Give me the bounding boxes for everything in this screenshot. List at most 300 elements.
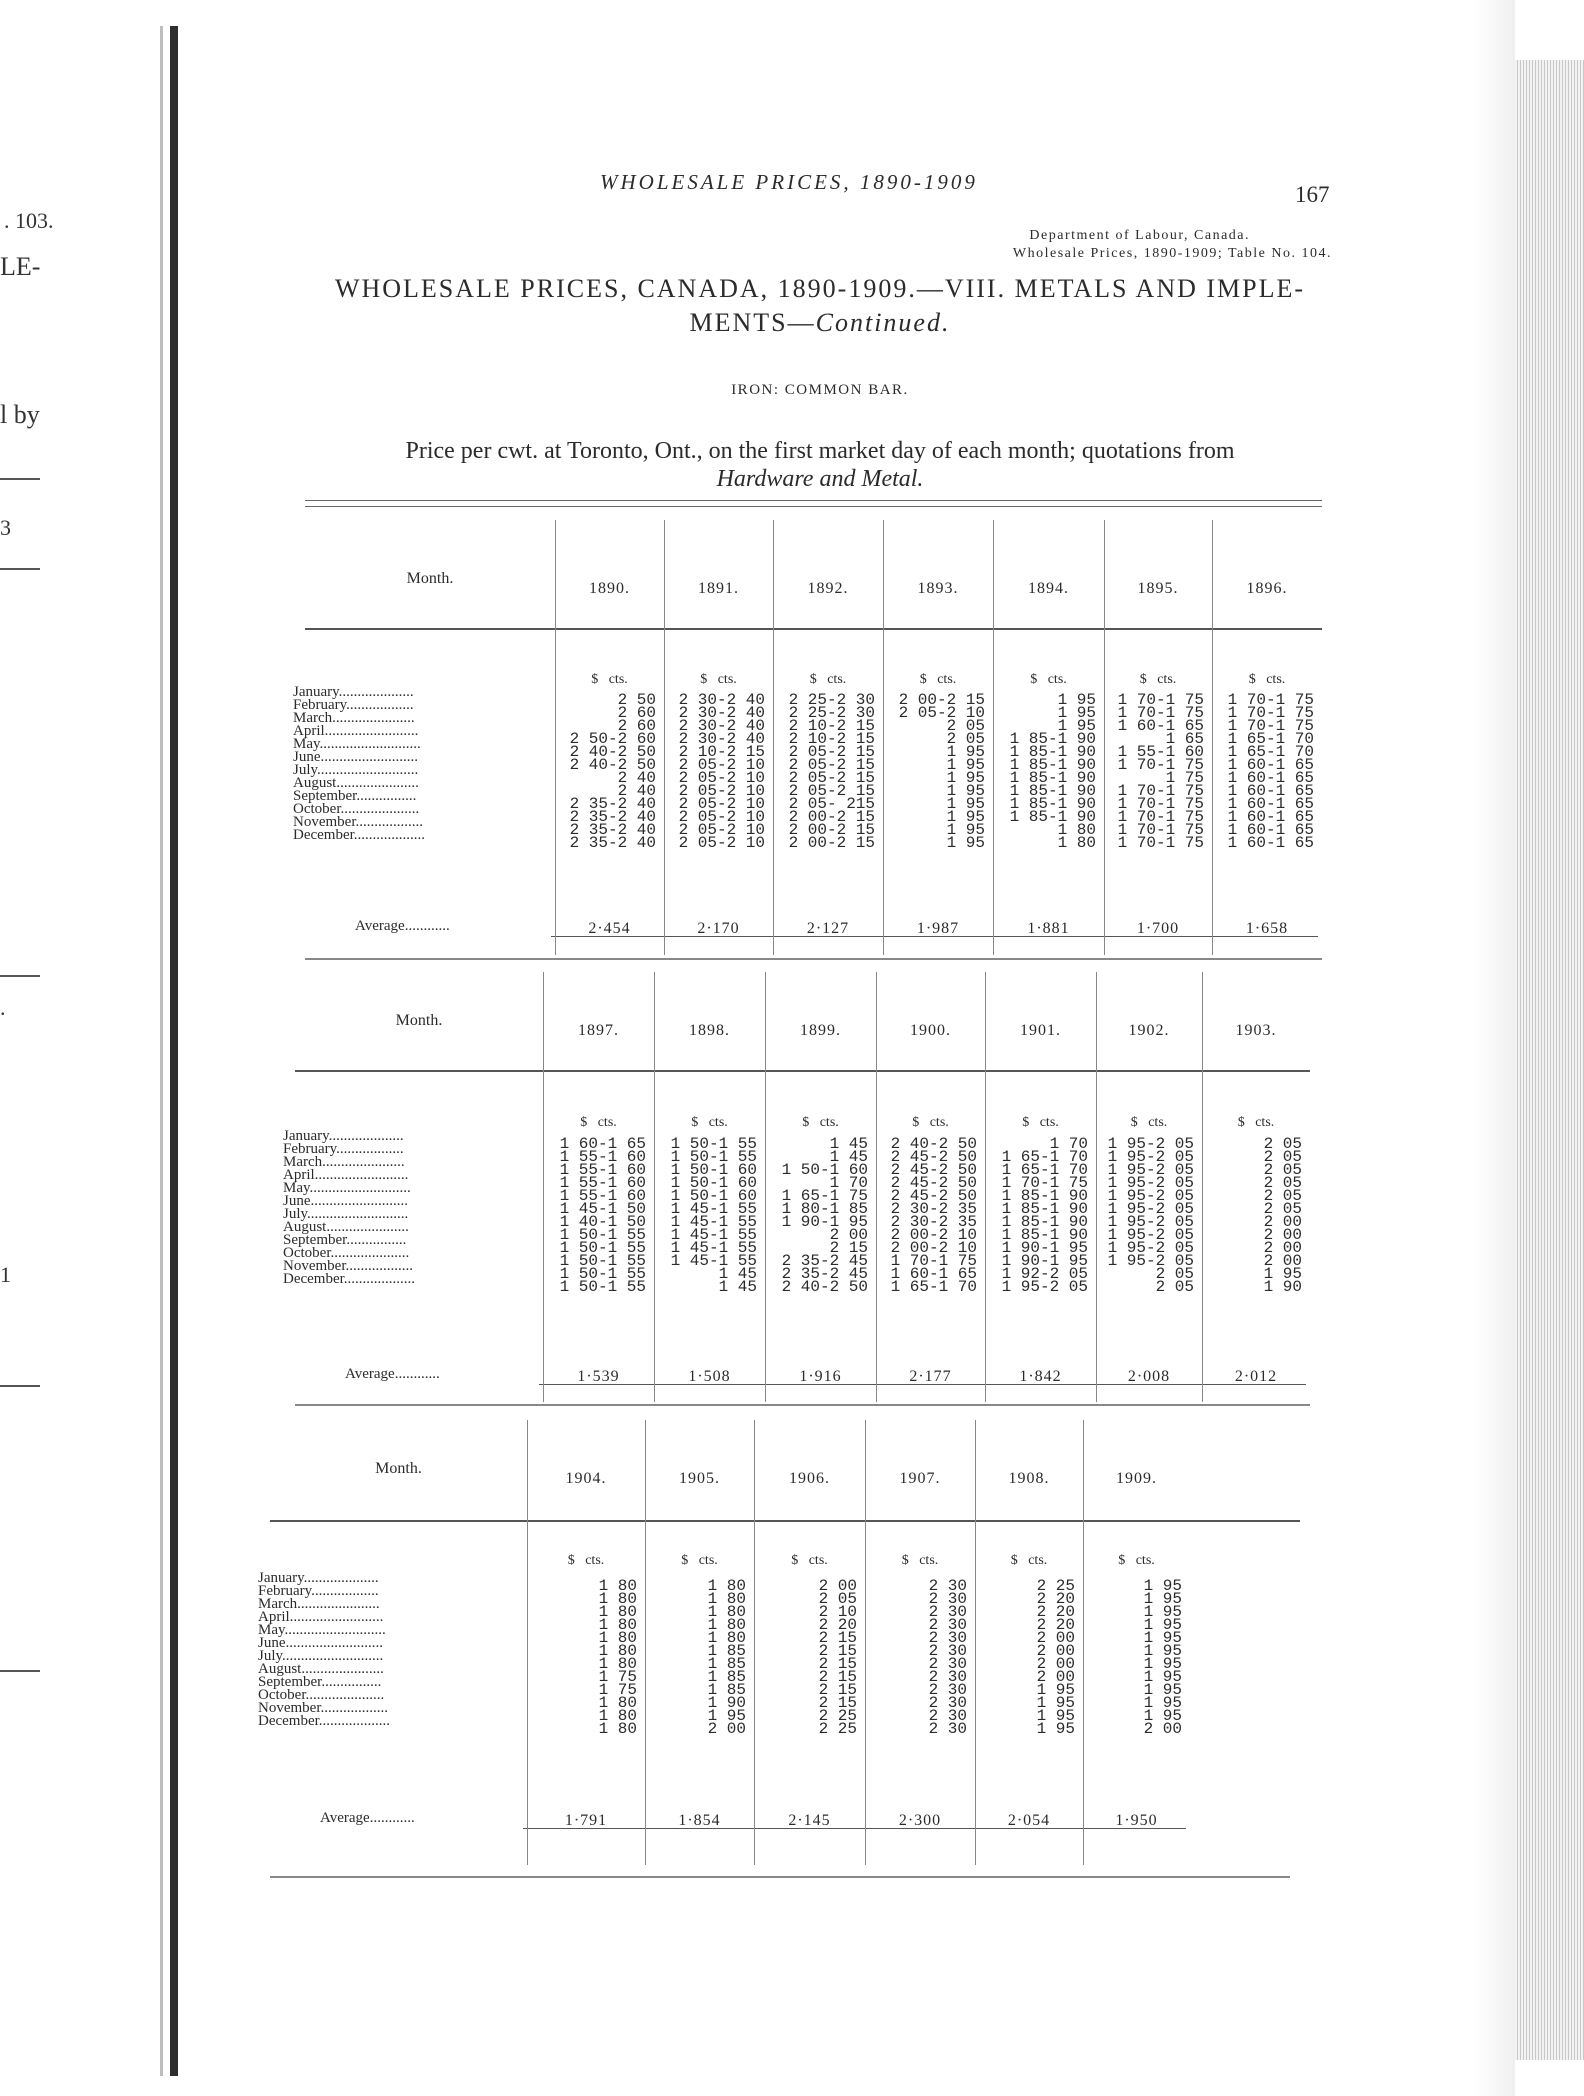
price-cell: 1 65-1 70 bbox=[890, 1278, 977, 1296]
price-cell: 2 25-2 30 bbox=[788, 691, 875, 709]
price-cell: 1 95 bbox=[1036, 1720, 1075, 1738]
price-cell: 1 92-2 05 bbox=[1001, 1265, 1088, 1283]
price-cell: 2 20 bbox=[818, 1616, 857, 1634]
month-labels bbox=[293, 686, 535, 842]
table-bottom-rule bbox=[305, 958, 1322, 960]
left-page-fragment: 3 bbox=[0, 515, 11, 540]
unit-label: $ cts. bbox=[567, 1553, 605, 1568]
description-line2: Hardware and Metal. bbox=[716, 466, 924, 492]
price-cell: 1 95 bbox=[1143, 1655, 1182, 1673]
price-cell: 2 05-2 10 bbox=[678, 782, 765, 800]
price-cell: 1 95 bbox=[946, 743, 985, 761]
price-cell: 2 25 bbox=[818, 1707, 857, 1725]
price-cell: 2 30-2 40 bbox=[678, 730, 765, 748]
price-cell: 2 00-2 10 bbox=[890, 1226, 977, 1244]
month-column-header: Month. bbox=[395, 1012, 443, 1029]
price-cell: 1 60-1 65 bbox=[1227, 808, 1314, 826]
price-cell: 1 80 bbox=[707, 1616, 746, 1634]
price-cell: 1 80 bbox=[598, 1655, 637, 1673]
price-cell: 2 30 bbox=[928, 1694, 967, 1712]
header-rule bbox=[270, 1520, 1300, 1522]
unit-label: $ cts. bbox=[912, 1115, 949, 1130]
month-label: October..................... bbox=[283, 1247, 410, 1260]
month-label: March...................... bbox=[293, 712, 415, 725]
price-cell: 2 10-2 15 bbox=[788, 730, 875, 748]
price-cell: 1 85-1 90 bbox=[1009, 743, 1096, 761]
price-cell: 2 05 bbox=[1155, 1265, 1194, 1283]
price-cell: 2 35-2 45 bbox=[781, 1265, 868, 1283]
price-cell: 1 85-1 90 bbox=[1009, 808, 1096, 826]
month-labels bbox=[258, 1572, 507, 1728]
price-cell: 2 05 bbox=[1263, 1161, 1302, 1179]
price-cell: 1 45 bbox=[718, 1278, 757, 1296]
average-value: 1·791 bbox=[564, 1812, 608, 1829]
price-cell: 2 25 bbox=[818, 1720, 857, 1738]
price-cell: 2 05-2 15 bbox=[788, 782, 875, 800]
price-cell: 1 45-1 55 bbox=[670, 1213, 757, 1231]
unit-label: $ cts. bbox=[1139, 672, 1177, 687]
price-cell: 2 05- 215 bbox=[788, 795, 875, 813]
price-cell: 1 75 bbox=[598, 1681, 637, 1699]
price-cell: 2 05-2 15 bbox=[788, 743, 875, 761]
price-cell: 2 35-2 45 bbox=[781, 1252, 868, 1270]
month-label: April......................... bbox=[283, 1169, 409, 1182]
page-stack-edges bbox=[1515, 60, 1584, 2060]
price-cell: 1 45 bbox=[718, 1265, 757, 1283]
price-cell: 1 80 bbox=[1057, 834, 1096, 852]
price-cell: 2 05-2 10 bbox=[678, 821, 765, 839]
month-label: December................... bbox=[258, 1715, 391, 1728]
price-cell: 2 25-2 30 bbox=[788, 704, 875, 722]
table-top-rule bbox=[305, 500, 1322, 507]
price-cell: 1 85-1 90 bbox=[1009, 756, 1096, 774]
price-cell: 2 05 bbox=[946, 717, 985, 735]
table-bottom-rule bbox=[270, 1876, 1290, 1878]
price-cell: 1 70-1 75 bbox=[1117, 808, 1204, 826]
price-cell: 2 00-2 10 bbox=[890, 1239, 977, 1257]
unit-label: $ cts. bbox=[691, 1115, 728, 1130]
price-cell: 1 95 bbox=[1143, 1681, 1182, 1699]
price-cell: 1 90-1 95 bbox=[1001, 1252, 1088, 1270]
unit-label: $ cts. bbox=[1022, 1115, 1059, 1130]
page-edge-shade bbox=[1475, 0, 1515, 2096]
month-label: September................ bbox=[258, 1676, 382, 1689]
price-column bbox=[883, 691, 985, 852]
year-header: 1895. bbox=[1137, 580, 1179, 597]
price-column bbox=[754, 1577, 857, 1738]
price-cell: 1 70-1 75 bbox=[1001, 1174, 1088, 1192]
price-cell: 2 00-2 15 bbox=[788, 821, 875, 839]
price-cell: 2 45-2 50 bbox=[890, 1148, 977, 1166]
month-label: June.......................... bbox=[258, 1637, 383, 1650]
price-column bbox=[664, 691, 765, 852]
average-value: 2·054 bbox=[1007, 1812, 1051, 1829]
title-continued: Continued. bbox=[815, 308, 951, 337]
price-cell: 1 60-1 65 bbox=[1227, 782, 1314, 800]
month-label: January.................... bbox=[258, 1572, 379, 1585]
month-label: August...................... bbox=[293, 777, 419, 790]
unit-label: $ cts. bbox=[681, 1553, 718, 1568]
price-cell: 2 30-2 35 bbox=[890, 1200, 977, 1218]
price-cell: 1 50-1 60 bbox=[670, 1187, 757, 1205]
average-value: 1·539 bbox=[577, 1368, 620, 1385]
price-cell: 2 30 bbox=[928, 1668, 967, 1686]
price-cell: 1 80 bbox=[598, 1629, 637, 1647]
price-cell: 2 05 bbox=[1155, 1278, 1194, 1296]
price-cell: 2 15 bbox=[818, 1642, 857, 1660]
unit-label: $ cts. bbox=[919, 672, 957, 687]
unit-label: $ cts. bbox=[1118, 1553, 1155, 1568]
price-column bbox=[773, 691, 875, 852]
price-cell: 1 80 bbox=[598, 1707, 637, 1725]
price-cell: 1 70-1 75 bbox=[1117, 704, 1204, 722]
price-column bbox=[865, 1577, 967, 1738]
price-cell: 1 80-1 85 bbox=[781, 1200, 868, 1218]
price-cell: 1 50-1 60 bbox=[670, 1161, 757, 1179]
price-cell: 1 95 bbox=[1143, 1616, 1182, 1634]
price-column bbox=[645, 1577, 746, 1738]
price-cell: 2 35-2 40 bbox=[569, 834, 656, 852]
price-cell: 1 50-1 55 bbox=[559, 1239, 646, 1257]
price-cell: 1 80 bbox=[598, 1694, 637, 1712]
price-cell: 1 70-1 75 bbox=[1117, 756, 1204, 774]
price-cell: 2 05 bbox=[946, 730, 985, 748]
price-cell: 1 90 bbox=[1263, 1278, 1302, 1296]
price-cell: 2 30 bbox=[928, 1720, 967, 1738]
price-column bbox=[1202, 1135, 1302, 1296]
month-column-header: Month. bbox=[406, 570, 454, 587]
price-column bbox=[654, 1135, 757, 1296]
price-cell: 2 40-2 50 bbox=[569, 756, 656, 774]
average-value: 2·145 bbox=[788, 1812, 831, 1829]
month-label: February.................. bbox=[283, 1143, 404, 1156]
price-cell: 1 45 bbox=[829, 1135, 868, 1153]
book-spine bbox=[170, 26, 178, 2076]
price-cell: 1 75 bbox=[598, 1668, 637, 1686]
price-cell: 2 05 bbox=[1263, 1187, 1302, 1205]
year-header: 1897. bbox=[578, 1022, 619, 1039]
price-cell: 1 60-1 65 bbox=[1227, 756, 1314, 774]
average-value: 1·987 bbox=[916, 920, 960, 937]
price-cell: 2 00-2 15 bbox=[788, 834, 875, 852]
price-cell: 1 85-1 90 bbox=[1001, 1213, 1088, 1231]
price-cell: 1 80 bbox=[598, 1616, 637, 1634]
price-cell: 1 95 bbox=[946, 821, 985, 839]
month-label: May........................... bbox=[283, 1182, 411, 1195]
price-column bbox=[1096, 1135, 1194, 1296]
price-cell: 1 85-1 90 bbox=[1009, 730, 1096, 748]
left-page-rule bbox=[0, 975, 40, 977]
price-cell: 1 95-2 05 bbox=[1107, 1239, 1194, 1257]
price-cell: 1 85 bbox=[707, 1668, 746, 1686]
price-cell: 1 90 bbox=[707, 1694, 746, 1712]
year-header: 1904. bbox=[565, 1470, 607, 1487]
unit-label: $ cts. bbox=[700, 672, 737, 687]
left-page-fragment: . bbox=[0, 995, 6, 1020]
year-header: 1893. bbox=[917, 580, 959, 597]
description-line1: Price per cwt. at Toronto, Ont., on the first market day of each month; quotations from bbox=[405, 438, 1235, 464]
price-cell: 1 95 bbox=[1263, 1265, 1302, 1283]
price-cell: 1 80 bbox=[1057, 821, 1096, 839]
average-value: 1·658 bbox=[1245, 920, 1289, 937]
month-label: April......................... bbox=[258, 1611, 384, 1624]
price-cell: 1 80 bbox=[707, 1629, 746, 1647]
year-header: 1899. bbox=[800, 1022, 841, 1039]
price-cell: 1 95-2 05 bbox=[1107, 1187, 1194, 1205]
month-label: January.................... bbox=[283, 1130, 404, 1143]
left-page-rule bbox=[0, 1670, 40, 1672]
price-cell: 1 80 bbox=[707, 1590, 746, 1608]
price-cell: 2 00 bbox=[1036, 1629, 1075, 1647]
average-label: Average............ bbox=[320, 1810, 415, 1826]
price-cell: 2 30 bbox=[928, 1603, 967, 1621]
month-label: March...................... bbox=[258, 1598, 380, 1611]
table-bottom-rule bbox=[295, 1404, 1310, 1406]
average-value: 1·700 bbox=[1136, 920, 1180, 937]
price-cell: 1 95-2 05 bbox=[1107, 1213, 1194, 1231]
price-cell: 1 70-1 75 bbox=[1117, 834, 1204, 852]
price-cell: 1 60-1 65 bbox=[1227, 834, 1314, 852]
average-value: 2·008 bbox=[1127, 1368, 1171, 1385]
price-cell: 2 05 bbox=[1263, 1200, 1302, 1218]
month-label: March...................... bbox=[283, 1156, 405, 1169]
price-cell: 2 05 bbox=[1263, 1135, 1302, 1153]
commodity-heading: IRON: COMMON BAR. bbox=[731, 382, 909, 398]
month-label: July........................... bbox=[293, 764, 419, 777]
month-label: February.................. bbox=[293, 699, 414, 712]
price-cell: 1 60-1 65 bbox=[1117, 717, 1204, 735]
price-cell: 2 05-2 10 bbox=[678, 808, 765, 826]
unit-label: $ cts. bbox=[802, 1115, 839, 1130]
table-title-line1: WHOLESALE PRICES, CANADA, 1890-1909.—VIII. METALS AND IMPLE- bbox=[334, 274, 1306, 303]
month-label: May........................... bbox=[258, 1624, 386, 1637]
price-cell: 1 70-1 75 bbox=[1227, 704, 1314, 722]
price-column bbox=[1104, 691, 1204, 852]
average-value: 1·950 bbox=[1115, 1812, 1158, 1829]
price-cell: 2 05-2 15 bbox=[788, 769, 875, 787]
month-label: August...................... bbox=[258, 1663, 384, 1676]
month-label: July........................... bbox=[283, 1208, 409, 1221]
price-cell: 2 05-2 15 bbox=[788, 756, 875, 774]
price-cell: 1 85-1 90 bbox=[1001, 1200, 1088, 1218]
price-cell: 1 95 bbox=[1057, 704, 1096, 722]
price-cell: 1 70-1 75 bbox=[890, 1252, 977, 1270]
price-cell: 1 55-1 60 bbox=[559, 1148, 646, 1166]
price-cell: 2 15 bbox=[818, 1694, 857, 1712]
month-label: January.................... bbox=[293, 686, 414, 699]
year-header: 1890. bbox=[589, 580, 630, 597]
price-cell: 1 70 bbox=[829, 1174, 868, 1192]
average-value: 1·842 bbox=[1019, 1368, 1062, 1385]
price-cell: 1 50-1 55 bbox=[559, 1252, 646, 1270]
price-cell: 1 65-1 70 bbox=[1001, 1161, 1088, 1179]
price-cell: 1 95 bbox=[1143, 1603, 1182, 1621]
price-cell: 2 30 bbox=[928, 1629, 967, 1647]
price-cell: 1 60-1 65 bbox=[890, 1265, 977, 1283]
price-cell: 2 40 bbox=[617, 769, 656, 787]
price-cell: 2 40-2 50 bbox=[781, 1278, 868, 1296]
price-cell: 2 50 bbox=[617, 691, 656, 709]
price-cell: 2 15 bbox=[818, 1681, 857, 1699]
average-value: 2·127 bbox=[806, 920, 850, 937]
price-cell: 1 90-1 95 bbox=[781, 1213, 868, 1231]
price-cell: 2 00 bbox=[1263, 1226, 1302, 1244]
price-cell: 2 05-2 10 bbox=[678, 756, 765, 774]
price-cell: 1 50-1 55 bbox=[559, 1265, 646, 1283]
average-value: 2·177 bbox=[909, 1368, 952, 1385]
price-cell: 2 30 bbox=[928, 1707, 967, 1725]
price-cell: 1 95 bbox=[1036, 1681, 1075, 1699]
price-cell: 1 95 bbox=[1036, 1694, 1075, 1712]
price-cell: 1 80 bbox=[598, 1720, 637, 1738]
binding-shadow bbox=[160, 26, 163, 2076]
price-cell: 2 60 bbox=[617, 717, 656, 735]
title-main: MENTS— bbox=[689, 308, 816, 337]
price-column bbox=[555, 691, 656, 852]
price-cell: 2 20 bbox=[1036, 1616, 1075, 1634]
price-cell: 2 00-2 15 bbox=[898, 691, 985, 709]
price-cell: 1 60-1 65 bbox=[1227, 769, 1314, 787]
price-cell: 2 15 bbox=[818, 1668, 857, 1686]
year-header: 1896. bbox=[1246, 580, 1288, 597]
price-cell: 2 05 bbox=[818, 1590, 857, 1608]
year-header: 1900. bbox=[910, 1022, 951, 1039]
month-label: December................... bbox=[293, 829, 426, 842]
price-cell: 1 95 bbox=[1057, 691, 1096, 709]
price-cell: 2 60 bbox=[617, 704, 656, 722]
price-cell: 1 80 bbox=[598, 1590, 637, 1608]
table-reference: Wholesale Prices, 1890-1909; Table No. 104. bbox=[1012, 246, 1332, 261]
price-cell: 1 95-2 05 bbox=[1107, 1135, 1194, 1153]
price-cell: 2 20 bbox=[1036, 1603, 1075, 1621]
year-header: 1898. bbox=[689, 1022, 730, 1039]
month-label: November.................. bbox=[293, 816, 423, 829]
price-cell: 1 55-1 60 bbox=[559, 1187, 646, 1205]
price-cell: 1 45-1 55 bbox=[670, 1226, 757, 1244]
price-column bbox=[1212, 691, 1314, 852]
price-cell: 2 50-2 60 bbox=[569, 730, 656, 748]
price-cell: 1 65-1 75 bbox=[781, 1187, 868, 1205]
price-cell: 1 45-1 50 bbox=[559, 1200, 646, 1218]
month-label: September................ bbox=[293, 790, 417, 803]
price-column bbox=[975, 1577, 1075, 1738]
price-cell: 2 40-2 50 bbox=[890, 1135, 977, 1153]
left-page-fragment: l by bbox=[0, 400, 40, 429]
price-cell: 2 05 bbox=[1263, 1148, 1302, 1166]
year-header: 1906. bbox=[789, 1470, 830, 1487]
price-cell: 2 00 bbox=[1036, 1642, 1075, 1660]
unit-label: $ cts. bbox=[580, 1115, 617, 1130]
price-cell: 1 45-1 55 bbox=[670, 1200, 757, 1218]
price-cell: 1 95-2 05 bbox=[1107, 1148, 1194, 1166]
price-cell: 2 10 bbox=[818, 1603, 857, 1621]
average-value: 2·012 bbox=[1234, 1368, 1278, 1385]
price-cell: 1 60-1 65 bbox=[1227, 821, 1314, 839]
month-label: November.................. bbox=[283, 1260, 413, 1273]
price-cell: 2 30 bbox=[928, 1590, 967, 1608]
month-label: December................... bbox=[283, 1273, 416, 1286]
month-label: February.................. bbox=[258, 1585, 379, 1598]
price-cell: 1 95 bbox=[1143, 1668, 1182, 1686]
price-cell: 1 70-1 75 bbox=[1117, 795, 1204, 813]
price-cell: 1 70-1 75 bbox=[1227, 717, 1314, 735]
price-column bbox=[876, 1135, 977, 1296]
average-value: 1·916 bbox=[799, 1368, 842, 1385]
header-rule bbox=[305, 628, 1322, 630]
left-page-fragment: LE- bbox=[0, 252, 41, 281]
month-column-header: Month. bbox=[375, 1460, 422, 1477]
running-title: WHOLESALE PRICES, 1890-1909 bbox=[600, 170, 978, 194]
price-cell: 2 45-2 50 bbox=[890, 1174, 977, 1192]
price-cell: 1 90-1 95 bbox=[1001, 1239, 1088, 1257]
price-cell: 1 95-2 05 bbox=[1107, 1200, 1194, 1218]
price-cell: 1 70-1 75 bbox=[1227, 691, 1314, 709]
price-cell: 1 80 bbox=[598, 1577, 637, 1595]
price-cell: 1 85-1 90 bbox=[1001, 1187, 1088, 1205]
price-cell: 1 50-1 60 bbox=[781, 1161, 868, 1179]
price-cell: 1 95 bbox=[1143, 1642, 1182, 1660]
price-cell: 1 85 bbox=[707, 1681, 746, 1699]
average-value: 1·854 bbox=[678, 1812, 721, 1829]
price-cell: 2 10-2 15 bbox=[788, 717, 875, 735]
month-label: October..................... bbox=[258, 1689, 385, 1702]
price-cell: 1 50-1 60 bbox=[670, 1174, 757, 1192]
price-cell: 1 85 bbox=[707, 1642, 746, 1660]
price-cell: 1 95-2 05 bbox=[1001, 1278, 1088, 1296]
price-cell: 2 30 bbox=[928, 1577, 967, 1595]
year-header: 1909. bbox=[1116, 1470, 1157, 1487]
price-cell: 2 30 bbox=[928, 1616, 967, 1634]
price-cell: 1 50-1 55 bbox=[670, 1148, 757, 1166]
price-cell: 2 30 bbox=[928, 1642, 967, 1660]
price-cell: 2 00 bbox=[1036, 1668, 1075, 1686]
price-cell: 2 00 bbox=[1263, 1239, 1302, 1257]
price-column bbox=[765, 1135, 868, 1296]
price-column bbox=[1083, 1577, 1182, 1738]
month-label: September................ bbox=[283, 1234, 407, 1247]
price-cell: 2 00 bbox=[1263, 1252, 1302, 1270]
price-cell: 1 50-1 55 bbox=[670, 1135, 757, 1153]
year-header: 1905. bbox=[679, 1470, 720, 1487]
average-value: 2·170 bbox=[697, 920, 740, 937]
unit-label: $ cts. bbox=[809, 672, 847, 687]
price-cell: 2 10-2 15 bbox=[678, 743, 765, 761]
price-cell: 1 80 bbox=[707, 1577, 746, 1595]
price-cell: 1 85-1 90 bbox=[1009, 769, 1096, 787]
unit-label: $ cts. bbox=[1030, 672, 1067, 687]
price-cell: 1 60-1 65 bbox=[1227, 795, 1314, 813]
price-cell: 1 95 bbox=[946, 834, 985, 852]
price-cell: 1 65-1 70 bbox=[1001, 1148, 1088, 1166]
price-cell: 2 00 bbox=[1263, 1213, 1302, 1231]
unit-label: $ cts. bbox=[901, 1553, 939, 1568]
price-cell: 1 70-1 75 bbox=[1117, 691, 1204, 709]
price-cell: 1 75 bbox=[1165, 769, 1204, 787]
price-cell: 2 45-2 50 bbox=[890, 1161, 977, 1179]
price-cell: 2 45-2 50 bbox=[890, 1187, 977, 1205]
price-cell: 1 95 bbox=[707, 1707, 746, 1725]
price-cell: 2 05 bbox=[1263, 1174, 1302, 1192]
price-cell: 1 85 bbox=[707, 1655, 746, 1673]
year-header: 1907. bbox=[899, 1470, 941, 1487]
unit-label: $ cts. bbox=[1130, 1115, 1168, 1130]
price-cell: 1 95 bbox=[946, 782, 985, 800]
year-header: 1892. bbox=[807, 580, 849, 597]
price-cell: 2 00 bbox=[1036, 1655, 1075, 1673]
table-title-line2 bbox=[290, 308, 1350, 338]
price-cell: 1 70-1 75 bbox=[1117, 782, 1204, 800]
year-header: 1908. bbox=[1008, 1470, 1050, 1487]
